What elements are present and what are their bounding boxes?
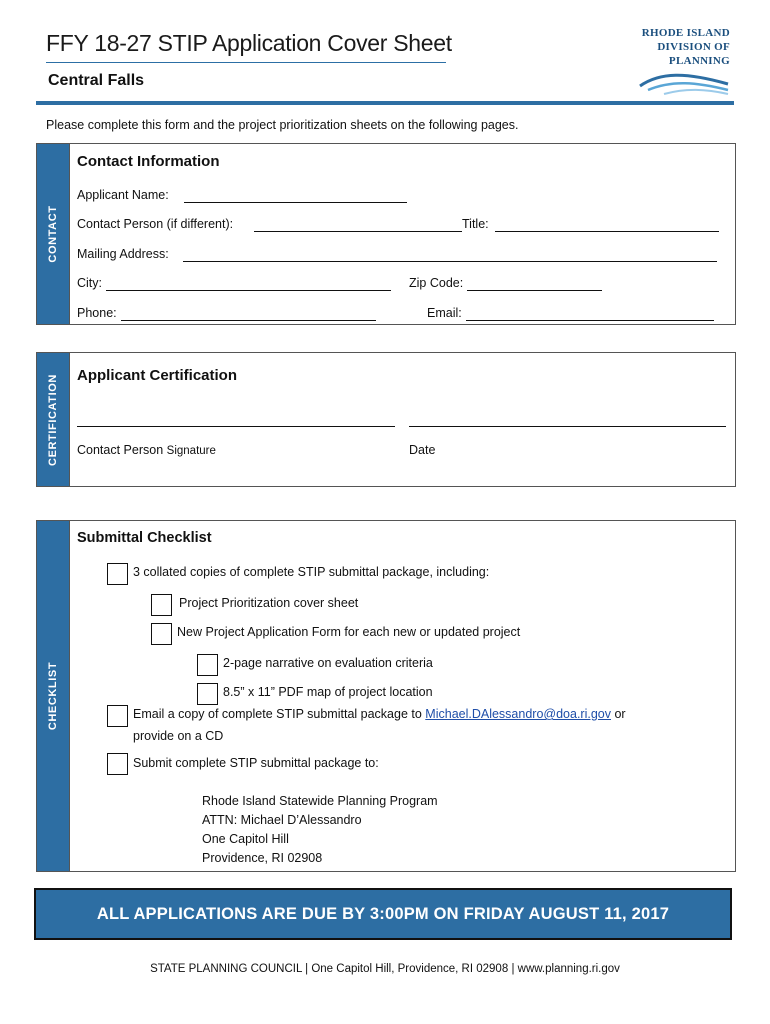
intro-text: Please complete this form and the project prioritization sheets on the following pages. xyxy=(46,118,519,132)
email-copy-prefix: Email a copy of complete STIP submittal package to xyxy=(133,707,422,721)
mailing-address-field[interactable] xyxy=(183,261,717,262)
item-narrative: 2-page narrative on evaluation criteria xyxy=(223,656,433,670)
item-email-copy-line2: provide on a CD xyxy=(133,729,224,743)
checkbox-pdf-map[interactable] xyxy=(197,683,218,705)
email-label: Email: xyxy=(427,306,462,320)
address-line-1: Rhode Island Statewide Planning Program xyxy=(202,794,438,808)
title-field[interactable] xyxy=(495,231,719,232)
signature-label-a: Contact Person xyxy=(77,443,164,457)
checkbox-submit-package[interactable] xyxy=(107,753,128,775)
contact-tab-label: CONTACT xyxy=(47,205,59,263)
certification-title: Applicant Certification xyxy=(77,367,238,384)
footer-website[interactable]: www.planning.ri.gov xyxy=(517,963,620,975)
contact-person-label: Contact Person (if different): xyxy=(77,217,234,231)
org-name xyxy=(642,26,730,68)
item-collated-copies: 3 collated copies of complete STIP submittal package, including: xyxy=(133,565,490,579)
checklist-tab-label: CHECKLIST xyxy=(47,661,59,731)
certification-section xyxy=(36,352,736,487)
applicant-name-label: Applicant Name: xyxy=(77,188,169,202)
checkbox-prioritization-sheet[interactable] xyxy=(151,594,172,616)
item-submit-package: Submit complete STIP submittal package to: xyxy=(133,756,379,770)
footer-address: One Capitol Hill, Providence, RI 02908 xyxy=(311,963,509,975)
checklist-section xyxy=(36,520,736,872)
subtitle-rule xyxy=(36,101,734,105)
due-date-banner xyxy=(34,888,732,940)
title-rule xyxy=(46,62,446,63)
org-line-2: DIVISION OF xyxy=(657,41,730,53)
page-subtitle: Central Falls xyxy=(48,72,145,89)
zip-label: Zip Code: xyxy=(409,276,464,290)
contact-title: Contact Information xyxy=(77,153,220,170)
email-copy-suffix: or xyxy=(614,707,626,721)
checkbox-email-copy[interactable] xyxy=(107,705,128,727)
signature-label-b: Signature xyxy=(166,445,216,457)
certification-tab xyxy=(37,353,70,486)
checkbox-narrative[interactable] xyxy=(197,654,218,676)
certification-tab-label: CERTIFICATION xyxy=(47,373,59,466)
signature-field[interactable] xyxy=(77,426,395,427)
city-label: City: xyxy=(77,276,102,290)
address-line-2: ATTN: Michael D’Alessandro xyxy=(202,813,362,827)
org-line-3: PLANNING xyxy=(668,55,730,67)
contact-tab xyxy=(37,144,70,324)
item-email-copy xyxy=(133,707,626,721)
signature-label xyxy=(77,443,216,457)
checklist-tab xyxy=(37,521,70,871)
footer-council: STATE PLANNING COUNCIL xyxy=(150,963,302,975)
title-label: Title: xyxy=(462,217,489,231)
footer xyxy=(0,963,770,975)
org-line-1: RHODE ISLAND xyxy=(641,27,730,39)
email-link[interactable]: Michael.DAlessandro@doa.ri.gov xyxy=(425,707,611,721)
checkbox-new-project-form[interactable] xyxy=(151,623,172,645)
checkbox-collated-copies[interactable] xyxy=(107,563,128,585)
contact-section xyxy=(36,143,736,325)
city-field[interactable] xyxy=(106,290,391,291)
mailing-address-label: Mailing Address: xyxy=(77,247,169,261)
item-prioritization-sheet: Project Prioritization cover sheet xyxy=(179,596,359,610)
contact-person-field[interactable] xyxy=(254,231,462,232)
phone-label: Phone: xyxy=(77,306,117,320)
checklist-title: Submittal Checklist xyxy=(77,530,212,546)
phone-field[interactable] xyxy=(121,320,376,321)
due-date-text: ALL APPLICATIONS ARE DUE BY 3:00PM ON FRIDAY AUGUST 11, 2017 xyxy=(96,905,670,923)
item-new-project-form: New Project Application Form for each new or updated project xyxy=(177,625,521,639)
item-pdf-map: 8.5” x 11” PDF map of project location xyxy=(223,685,433,699)
waves-icon xyxy=(636,70,732,96)
footer-separator-2: | xyxy=(511,963,515,975)
address-line-4: Providence, RI 02908 xyxy=(202,851,323,865)
date-field[interactable] xyxy=(409,426,726,427)
applicant-name-field[interactable] xyxy=(184,202,407,203)
page-title: FFY 18-27 STIP Application Cover Sheet xyxy=(46,30,452,56)
email-field[interactable] xyxy=(466,320,714,321)
footer-separator-1: | xyxy=(305,963,309,975)
zip-field[interactable] xyxy=(467,290,602,291)
date-label: Date xyxy=(409,443,436,457)
address-line-3: One Capitol Hill xyxy=(202,832,289,846)
